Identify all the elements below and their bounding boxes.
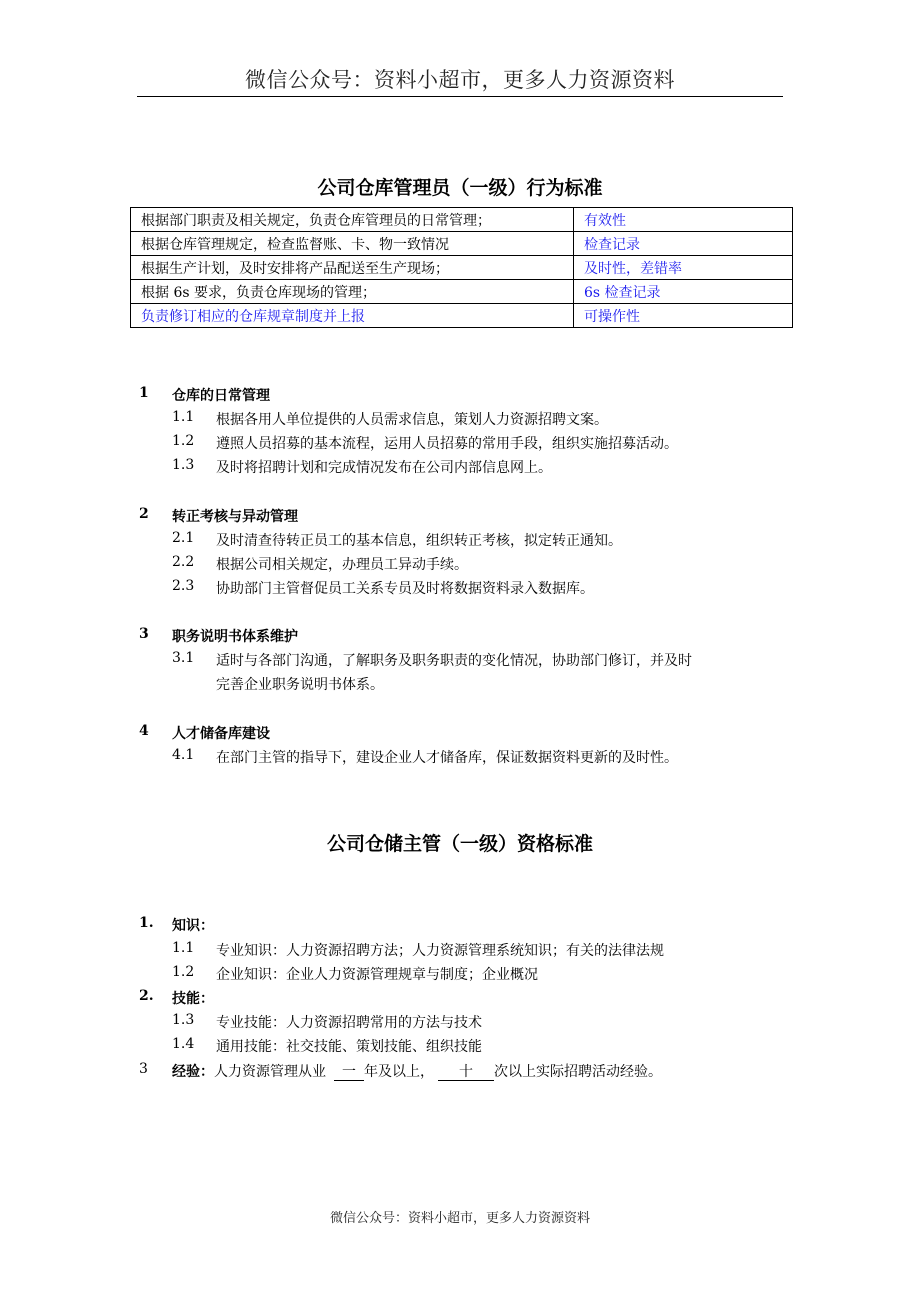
item-number: 1.3 — [172, 1012, 195, 1028]
duty-cell: 负责修订相应的仓库规章制度并上报 — [131, 304, 574, 328]
section-number: 2 — [139, 506, 149, 522]
item-text: 专业技能：人力资源招聘常用的方法与技术 — [216, 1015, 482, 1031]
metric-cell: 可操作性 — [574, 304, 793, 328]
item-text: 通用技能：社交技能、策划技能、组织技能 — [216, 1039, 482, 1055]
item-text: 遵照人员招募的基本流程，运用人员招募的常用手段，组织实施招募活动。 — [216, 436, 678, 452]
item-text: 及时将招聘计划和完成情况发布在公司内部信息网上。 — [216, 460, 552, 476]
item-text: 及时清查待转正员工的基本信息，组织转正考核，拟定转正通知。 — [216, 533, 622, 549]
item-number: 1.4 — [172, 1036, 195, 1052]
qual-number: 2. — [139, 988, 154, 1004]
duty-cell: 根据仓库管理规定，检查监督账、卡、物一致情况 — [131, 232, 574, 256]
item-number: 1.1 — [172, 409, 195, 425]
metric-cell: 有效性 — [574, 208, 793, 232]
section-number: 1 — [139, 385, 149, 401]
item-number: 1.2 — [172, 964, 195, 980]
item-number: 1.2 — [172, 433, 195, 449]
table-row — [131, 280, 793, 304]
table-row — [131, 208, 793, 232]
duty-cell: 根据部门职责及相关规定，负责仓库管理员的日常管理； — [131, 208, 574, 232]
behavior-standard-table — [130, 207, 793, 328]
item-text: 在部门主管的指导下，建设企业人才储备库，保证数据资料更新的及时性。 — [216, 750, 678, 766]
qual-label: 经验： — [172, 1064, 214, 1080]
table-row — [131, 304, 793, 328]
item-text: 专业知识：人力资源招聘方法；人力资源管理系统知识；有关的法律法规 — [216, 943, 664, 959]
metric-cell: 检查记录 — [574, 232, 793, 256]
qual-number: 1. — [139, 915, 154, 931]
item-number: 1.1 — [172, 940, 195, 956]
qualification-standard-title: 公司仓储主管（一级）资格标准 — [326, 833, 593, 855]
section-title: 转正考核与异动管理 — [172, 509, 298, 525]
page-header: 微信公众号：资料小超市，更多人力资源资料 — [245, 68, 675, 92]
qual-label: 技能： — [172, 991, 214, 1007]
item-number: 3.1 — [172, 650, 195, 666]
item-number: 4.1 — [172, 747, 195, 763]
item-text: 企业知识：企业人力资源管理规章与制度；企业概况 — [216, 967, 538, 983]
header-divider — [137, 96, 783, 97]
experience-text-c: 次以上实际招聘活动经验。 — [494, 1064, 662, 1080]
section-number: 3 — [139, 626, 149, 642]
item-text: 适时与各部门沟通，了解职务及职务职责的变化情况，协助部门修订，并及时 — [216, 653, 692, 669]
section-title: 职务说明书体系维护 — [172, 629, 298, 645]
qual-label: 知识： — [172, 918, 214, 934]
experience-line — [172, 1061, 662, 1081]
experience-years-blank: 一 — [334, 1065, 364, 1081]
qual-number: 3 — [139, 1061, 148, 1077]
section-title: 仓库的日常管理 — [172, 388, 270, 404]
item-text-continued: 完善企业职务说明书体系。 — [216, 677, 384, 693]
duty-cell: 根据生产计划，及时安排将产品配送至生产现场； — [131, 256, 574, 280]
behavior-standard-title: 公司仓库管理员（一级）行为标准 — [317, 177, 603, 199]
table-row — [131, 256, 793, 280]
item-text: 根据各用人单位提供的人员需求信息，策划人力资源招聘文案。 — [216, 412, 608, 428]
metric-cell: 6s 检查记录 — [574, 280, 793, 304]
table-row — [131, 232, 793, 256]
metric-cell: 及时性，差错率 — [574, 256, 793, 280]
item-number: 2.2 — [172, 554, 195, 570]
page-footer: 微信公众号：资料小超市，更多人力资源资料 — [329, 1211, 590, 1226]
duty-cell: 根据 6s 要求，负责仓库现场的管理； — [131, 280, 574, 304]
item-number: 1.3 — [172, 457, 195, 473]
item-text: 协助部门主管督促员工关系专员及时将数据资料录入数据库。 — [216, 581, 594, 597]
item-number: 2.3 — [172, 578, 195, 594]
experience-text-b: 年及以上， — [364, 1064, 434, 1080]
section-number: 4 — [139, 723, 149, 739]
item-text: 根据公司相关规定，办理员工异动手续。 — [216, 557, 468, 573]
section-title: 人才储备库建设 — [172, 726, 270, 742]
experience-times-blank: 十 — [438, 1065, 494, 1081]
experience-text-a: 人力资源管理从业 — [214, 1064, 326, 1080]
item-number: 2.1 — [172, 530, 195, 546]
